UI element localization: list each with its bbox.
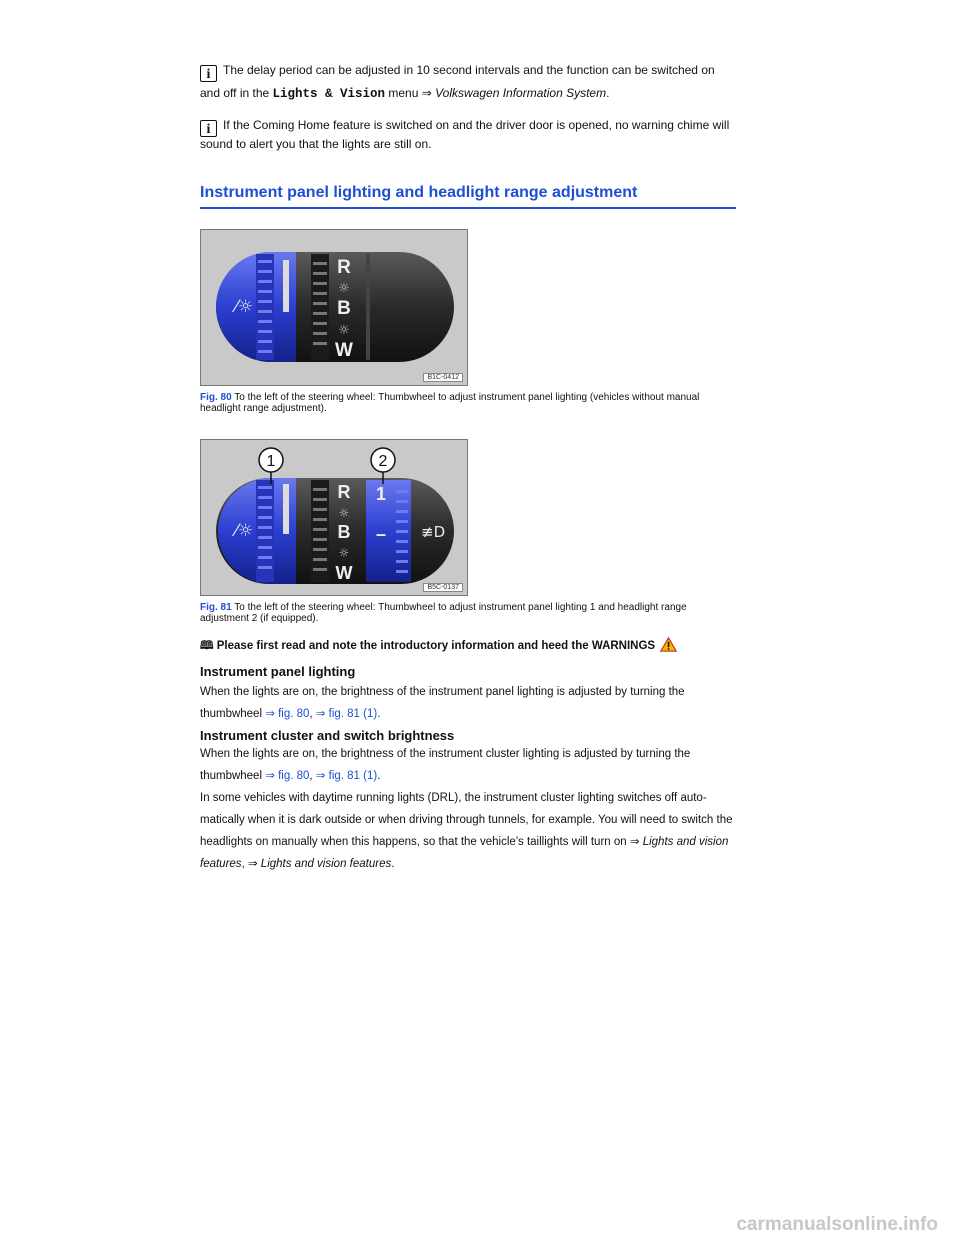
para-drl <box>200 787 740 875</box>
book-icon: 🕮 <box>200 638 214 652</box>
wheel-mark-minus: – <box>375 524 387 544</box>
thumbwheel-headlight-illustration <box>201 440 467 595</box>
note-delay-text: The delay period can be adjusted in 10 second intervals and the function can be switched on and off in the <box>200 63 715 100</box>
drl-end: . <box>391 858 395 870</box>
para-text: When the lights are on, the brightness of the instrument cluster lighting is adjusted by turning the thumbwheel <box>200 748 691 782</box>
knob-letter-w: W <box>335 563 353 583</box>
fig-80-link[interactable]: ⇒ fig. 80 <box>265 770 310 782</box>
read-warnings-note <box>200 637 677 657</box>
lights-vision-link-2[interactable]: Lights and vision features <box>260 858 392 870</box>
note-delay-period <box>200 59 736 105</box>
figure-code: B5C-0137 <box>423 583 463 592</box>
knob-letter-r: R <box>337 257 351 278</box>
lights-vision-menu-label: Lights & Vision <box>272 87 386 101</box>
drl-text: In some vehicles with daytime running lights (DRL), the instrument cluster lighting switches off auto-matically when it is dark outside or when driving through tunnels, for example. You will need to switch the headlights on manually when this happens, so that the vehicle's taillights will turn on ⇒ <box>200 792 733 848</box>
figure-81-image <box>200 439 468 596</box>
note-coming-home-text: If the Coming Home feature is switched on and the driver door is opened, no warning chime will sound to alert you that the lights are still on. <box>200 118 730 151</box>
fig-81-link[interactable]: ⇒ fig. 81 (1) <box>315 708 378 720</box>
figure-80-image <box>200 229 468 386</box>
note-delay-end: . <box>606 86 610 100</box>
fig-80-link[interactable]: ⇒ fig. 80 <box>265 708 310 720</box>
thumbwheel-illustration <box>201 230 467 385</box>
wheel-mark-1: 1 <box>375 484 387 504</box>
vw-info-system-link[interactable]: Volkswagen Information System <box>435 86 607 100</box>
dash-lighting-icon: ⁄☼ <box>235 297 254 317</box>
caption-text: To the left of the steering wheel: Thumbwheel to adjust instrument panel lighting (vehicles without manual headlight range adjustment). <box>200 392 700 414</box>
para-text: When the lights are on, the brightness of the instrument panel lighting is adjusted by turning the thumbwheel <box>200 686 685 720</box>
knob-letter-b: B <box>337 298 351 319</box>
sun-icon: ☼ <box>338 506 350 520</box>
callout-1-label: 1 <box>266 453 276 470</box>
figure-80-caption <box>200 392 736 414</box>
figure-81-caption <box>200 602 736 624</box>
note-delay-mid: menu ⇒ <box>385 86 436 100</box>
sun-icon: ☼ <box>338 323 350 338</box>
drl-separator: , ⇒ <box>241 858 261 870</box>
note-coming-home <box>200 118 736 152</box>
para-instrument-panel-lighting: When the lights are on, the brightness of the instrument panel lighting is adjusted by turning the thumbwheel ⇒ fig. 80, ⇒ fig. 81 (1). <box>200 686 685 720</box>
knob-letter-r: R <box>337 482 351 502</box>
info-icon: i <box>200 120 217 137</box>
callout-2-label: 2 <box>378 453 388 470</box>
warning-icon[interactable] <box>660 637 677 652</box>
caption-text: To the left of the steering wheel: Thumbwheel to adjust instrument panel lighting 1 and headlight range adjustment 2 (if equipped). <box>200 602 687 624</box>
figure-code: B1C-0412 <box>423 373 463 382</box>
sun-icon: ☼ <box>338 546 350 560</box>
headlight-range-icon: ≢D <box>421 523 446 541</box>
read-note-text: Please first read and note the introductory information and heed the WARNINGS <box>216 640 656 652</box>
knob-letter-b: B <box>337 522 351 542</box>
subhead-instrument-panel-lighting: Instrument panel lighting <box>200 664 356 679</box>
fig-81-link[interactable]: ⇒ fig. 81 (1) <box>315 770 378 782</box>
info-icon: i <box>200 65 217 82</box>
figure-label: Fig. 80 <box>200 392 232 403</box>
para-instrument-cluster: When the lights are on, the brightness of the instrument cluster lighting is adjusted by turning the thumbwheel ⇒ fig. 80, ⇒ fig. 81 (1). <box>200 748 691 782</box>
figure-label: Fig. 81 <box>200 602 232 613</box>
knob-letter-w: W <box>335 340 353 361</box>
watermark: carmanualsonline.info <box>736 1214 938 1235</box>
dash-lighting-icon: ⁄☼ <box>235 521 254 541</box>
subhead-instrument-cluster: Instrument cluster and switch brightness <box>200 728 455 743</box>
section-title: Instrument panel lighting and headlight range adjustment <box>200 184 736 209</box>
lights-vision-link-1[interactable]: Lights and vision features <box>200 836 729 870</box>
sun-icon: ☼ <box>338 281 350 296</box>
